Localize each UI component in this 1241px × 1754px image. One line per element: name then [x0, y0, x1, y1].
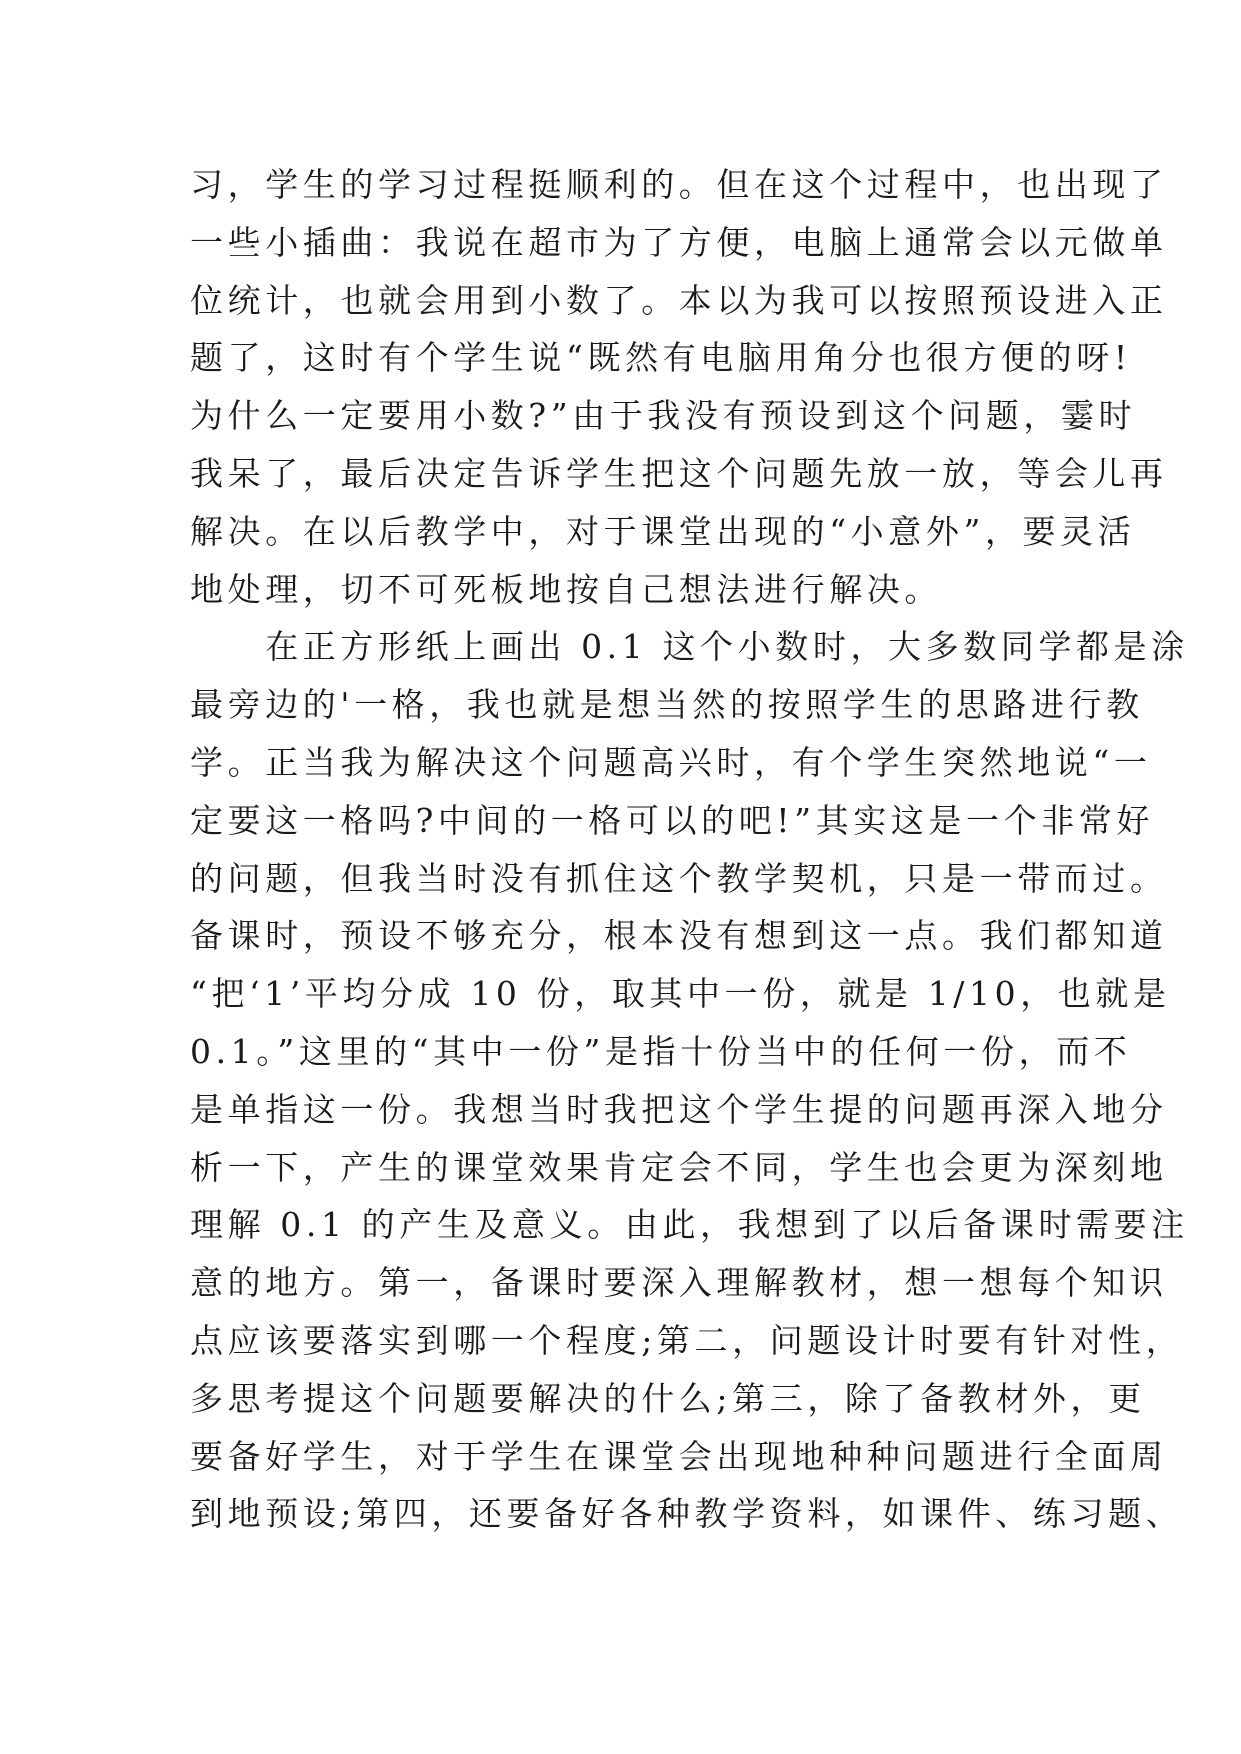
text-line: 在正方形纸上画出 0.1 这个小数时，大多数同学都是涂: [190, 627, 1189, 667]
text-line: 地处理，切不可死板地按自己想法进行解决。: [190, 569, 942, 609]
text-line: 0.1。”这里的“其中一份”是指十份当中的任何一份，而不: [190, 1031, 1132, 1071]
text-line: 备课时，预设不够充分，根本没有想到这一点。我们都知道: [190, 916, 1168, 956]
text-line: 析一下，产生的课堂效果肯定会不同，学生也会更为深刻地: [190, 1147, 1168, 1187]
text-line: 题了，这时有个学生说“既然有电脑用角分也很方便的呀!: [190, 338, 1132, 378]
text-line: 学。正当我为解决这个问题高兴时，有个学生突然地说“一: [190, 742, 1152, 782]
body-text: [190, 156, 1189, 1543]
text-line: 意的地方。第一，备课时要深入理解教材，想一想每个知识: [190, 1263, 1168, 1303]
text-line: 多思考提这个问题要解决的什么;第三，除了备教材外，更: [190, 1378, 1146, 1418]
text-line: 位统计，也就会用到小数了。本以为我可以按照预设进入正: [190, 280, 1168, 320]
text-line: 一些小插曲：我说在超市为了方便，电脑上通常会以元做单: [190, 222, 1168, 262]
text-line: 解决。在以后教学中，对于课堂出现的“小意外”，要灵活: [190, 511, 1136, 551]
text-line: 点应该要落实到哪一个程度;第二，问题设计时要有针对性，: [190, 1320, 1184, 1360]
text-line: 习，学生的学习过程挺顺利的。但在这个过程中，也出现了: [190, 165, 1168, 204]
text-line: 到地预设;第四，还要备好各种教学资料，如课件、练习题、: [190, 1494, 1184, 1534]
text-line: 最旁边的'一格，我也就是想当然的按照学生的思路进行教: [190, 685, 1144, 725]
text-line: 我呆了，最后决定告诉学生把这个问题先放一放，等会儿再: [190, 453, 1168, 493]
text-line: 理解 0.1 的产生及意义。由此，我想到了以后备课时需要注: [190, 1205, 1189, 1245]
text-line: 是单指这一份。我想当时我把这个学生提的问题再深入地分: [190, 1089, 1168, 1129]
text-line: 定要这一格吗?中间的一格可以的吧!”其实这是一个非常好: [190, 800, 1155, 840]
text-line: 为什么一定要用小数?”由于我没有预设到这个问题，霎时: [190, 396, 1137, 436]
text-line: “把‘1’平均分成 10 份，取其中一份，就是 1/10，也就是: [190, 974, 1171, 1014]
text-line: 的问题，但我当时没有抓住这个教学契机，只是一带而过。: [190, 858, 1168, 898]
text-line: 要备好学生，对于学生在课堂会出现地种种问题进行全面周: [190, 1436, 1168, 1476]
